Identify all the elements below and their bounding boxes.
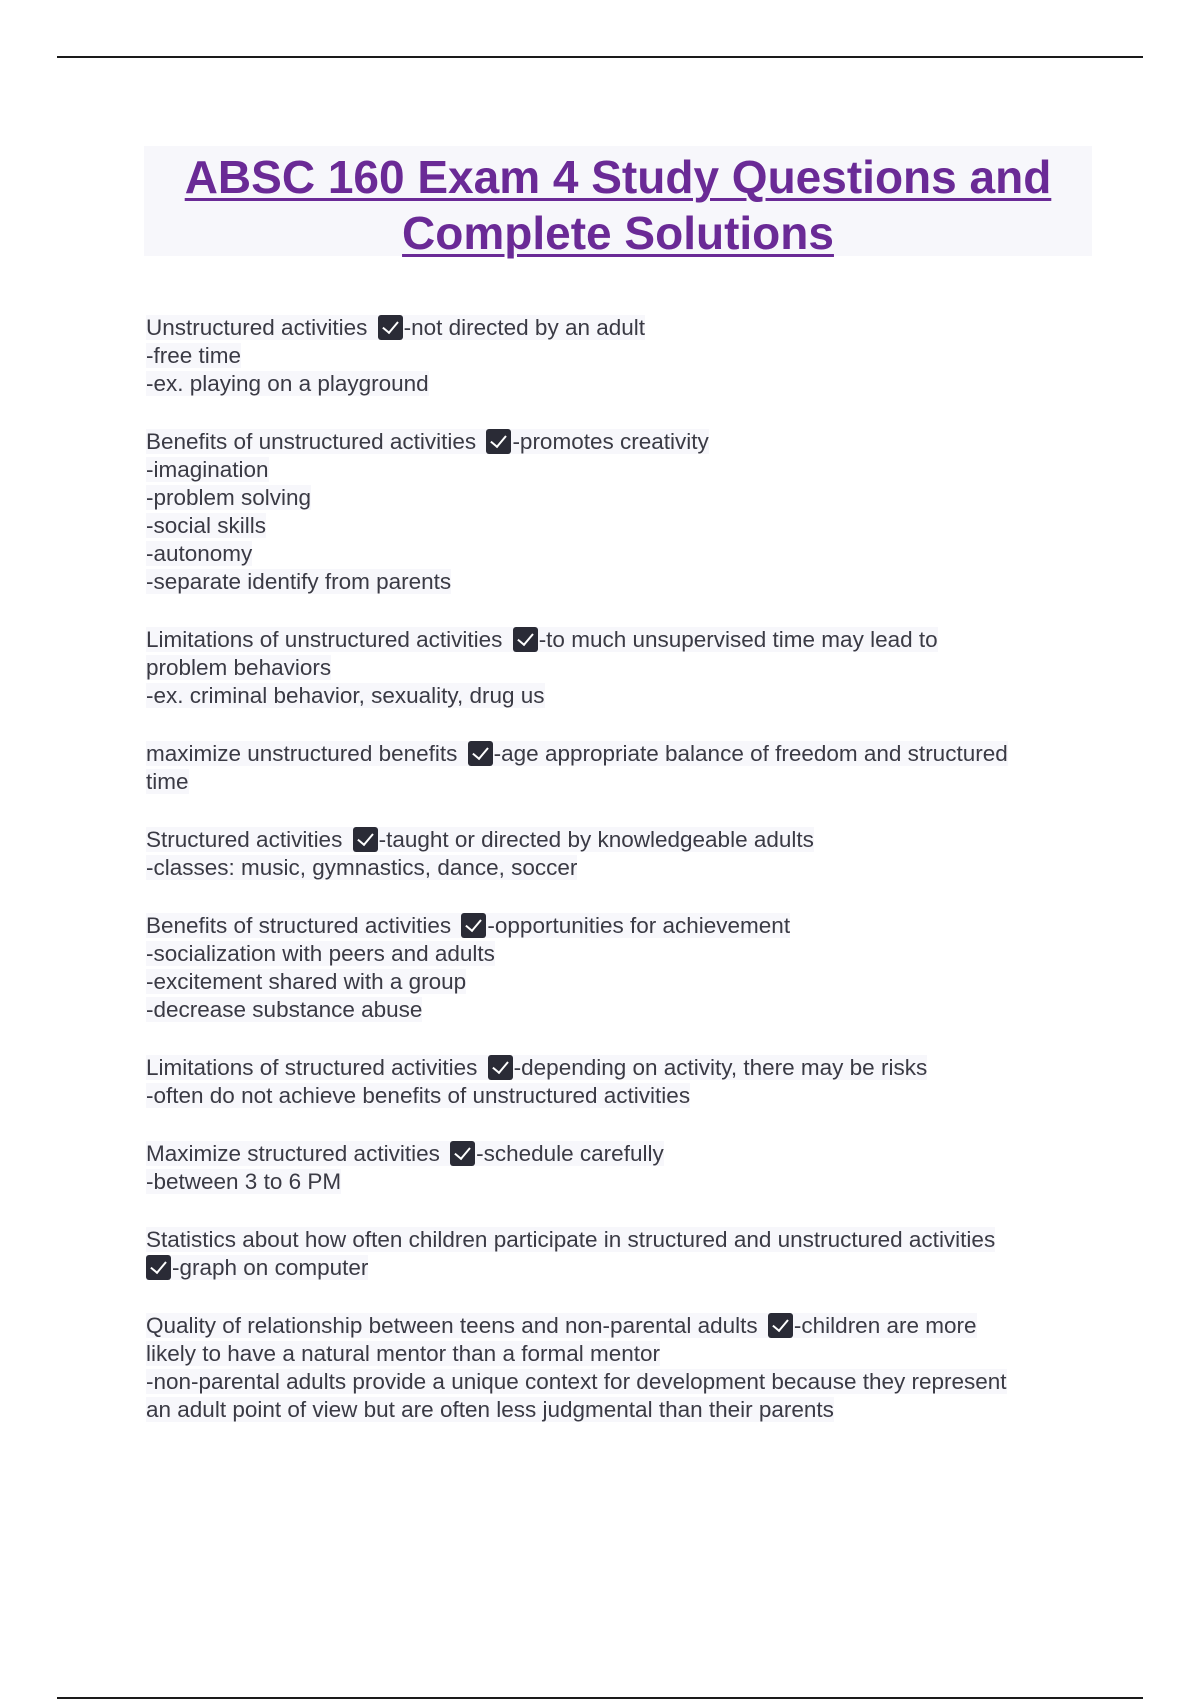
qa-item (146, 626, 1086, 710)
answer-line: -classes: music, gymnastics, dance, soccer (146, 855, 578, 880)
document-title: ABSC 160 Exam 4 Study Questions and Complete Solutions (184, 151, 1052, 259)
title-box (144, 146, 1092, 259)
answer-text: -opportunities for achievement (487, 913, 791, 938)
question-term: Structured activities (146, 827, 343, 852)
check-box-icon (488, 1055, 513, 1080)
answer-line: -ex. playing on a playground (146, 371, 429, 396)
qa-item (146, 1312, 1086, 1424)
qa-item (146, 1140, 1086, 1196)
check-box-icon (450, 1141, 475, 1166)
check-box-icon (468, 741, 493, 766)
question-term: Maximize structured activities (146, 1141, 440, 1166)
qa-item (146, 314, 1086, 398)
answer-text: -promotes creativity (512, 429, 709, 454)
question-term: Quality of relationship between teens and non-parental adults (146, 1313, 758, 1338)
qa-item (146, 1226, 1086, 1282)
study-content (146, 314, 1086, 1454)
answer-line: -social skills (146, 513, 267, 538)
answer-line: -between 3 to 6 PM (146, 1169, 342, 1194)
answer-line: -problem solving (146, 485, 312, 510)
answer-line: -decrease substance abuse (146, 997, 423, 1022)
qa-item (146, 428, 1086, 596)
check-box-icon (146, 1255, 171, 1280)
question-term: Limitations of unstructured activities (146, 627, 503, 652)
qa-item (146, 1054, 1086, 1110)
answer-line: -imagination (146, 457, 269, 482)
answer-line: -ex. criminal behavior, sexuality, drug us (146, 683, 545, 708)
answer-line: -autonomy (146, 541, 253, 566)
answer-line: -excitement shared with a group (146, 969, 467, 994)
answer-line: time (146, 769, 189, 794)
answer-text: -taught or directed by knowledgeable adults (378, 827, 814, 852)
check-box-icon (353, 827, 378, 852)
top-rule (57, 56, 1143, 58)
answer-text: -depending on activity, there may be risks (513, 1055, 928, 1080)
answer-line: -often do not achieve benefits of unstructured activities (146, 1083, 691, 1108)
question-term: Limitations of structured activities (146, 1055, 478, 1080)
question-term: Benefits of structured activities (146, 913, 452, 938)
check-box-icon (378, 315, 403, 340)
answer-line: -free time (146, 343, 242, 368)
check-box-icon (768, 1313, 793, 1338)
answer-line: an adult point of view but are often less judgmental than their parents (146, 1397, 834, 1422)
answer-text: -age appropriate balance of freedom and structured (493, 741, 1008, 766)
answer-line: -separate identify from parents (146, 569, 452, 594)
answer-text: -graph on computer (172, 1255, 369, 1280)
question-term: Unstructured activities (146, 315, 368, 340)
answer-text: -children are more (793, 1313, 977, 1338)
answer-line: problem behaviors (146, 655, 332, 680)
bottom-rule (57, 1697, 1143, 1699)
answer-line: -socialization with peers and adults (146, 941, 495, 966)
question-term: Benefits of unstructured activities (146, 429, 477, 454)
answer-text: -not directed by an adult (403, 315, 646, 340)
answer-text: -schedule carefully (476, 1141, 664, 1166)
qa-item (146, 912, 1086, 1024)
check-box-icon (461, 913, 486, 938)
question-term: maximize unstructured benefits (146, 741, 458, 766)
qa-item (146, 826, 1086, 882)
answer-line: likely to have a natural mentor than a formal mentor (146, 1341, 661, 1366)
qa-item (146, 740, 1086, 796)
answer-text: -to much unsupervised time may lead to (538, 627, 938, 652)
question-term: Statistics about how often children participate in structured and unstructured activities (146, 1227, 996, 1252)
answer-line: -non-parental adults provide a unique context for development because they represent (146, 1369, 1007, 1394)
check-box-icon (513, 627, 538, 652)
check-box-icon (486, 429, 511, 454)
